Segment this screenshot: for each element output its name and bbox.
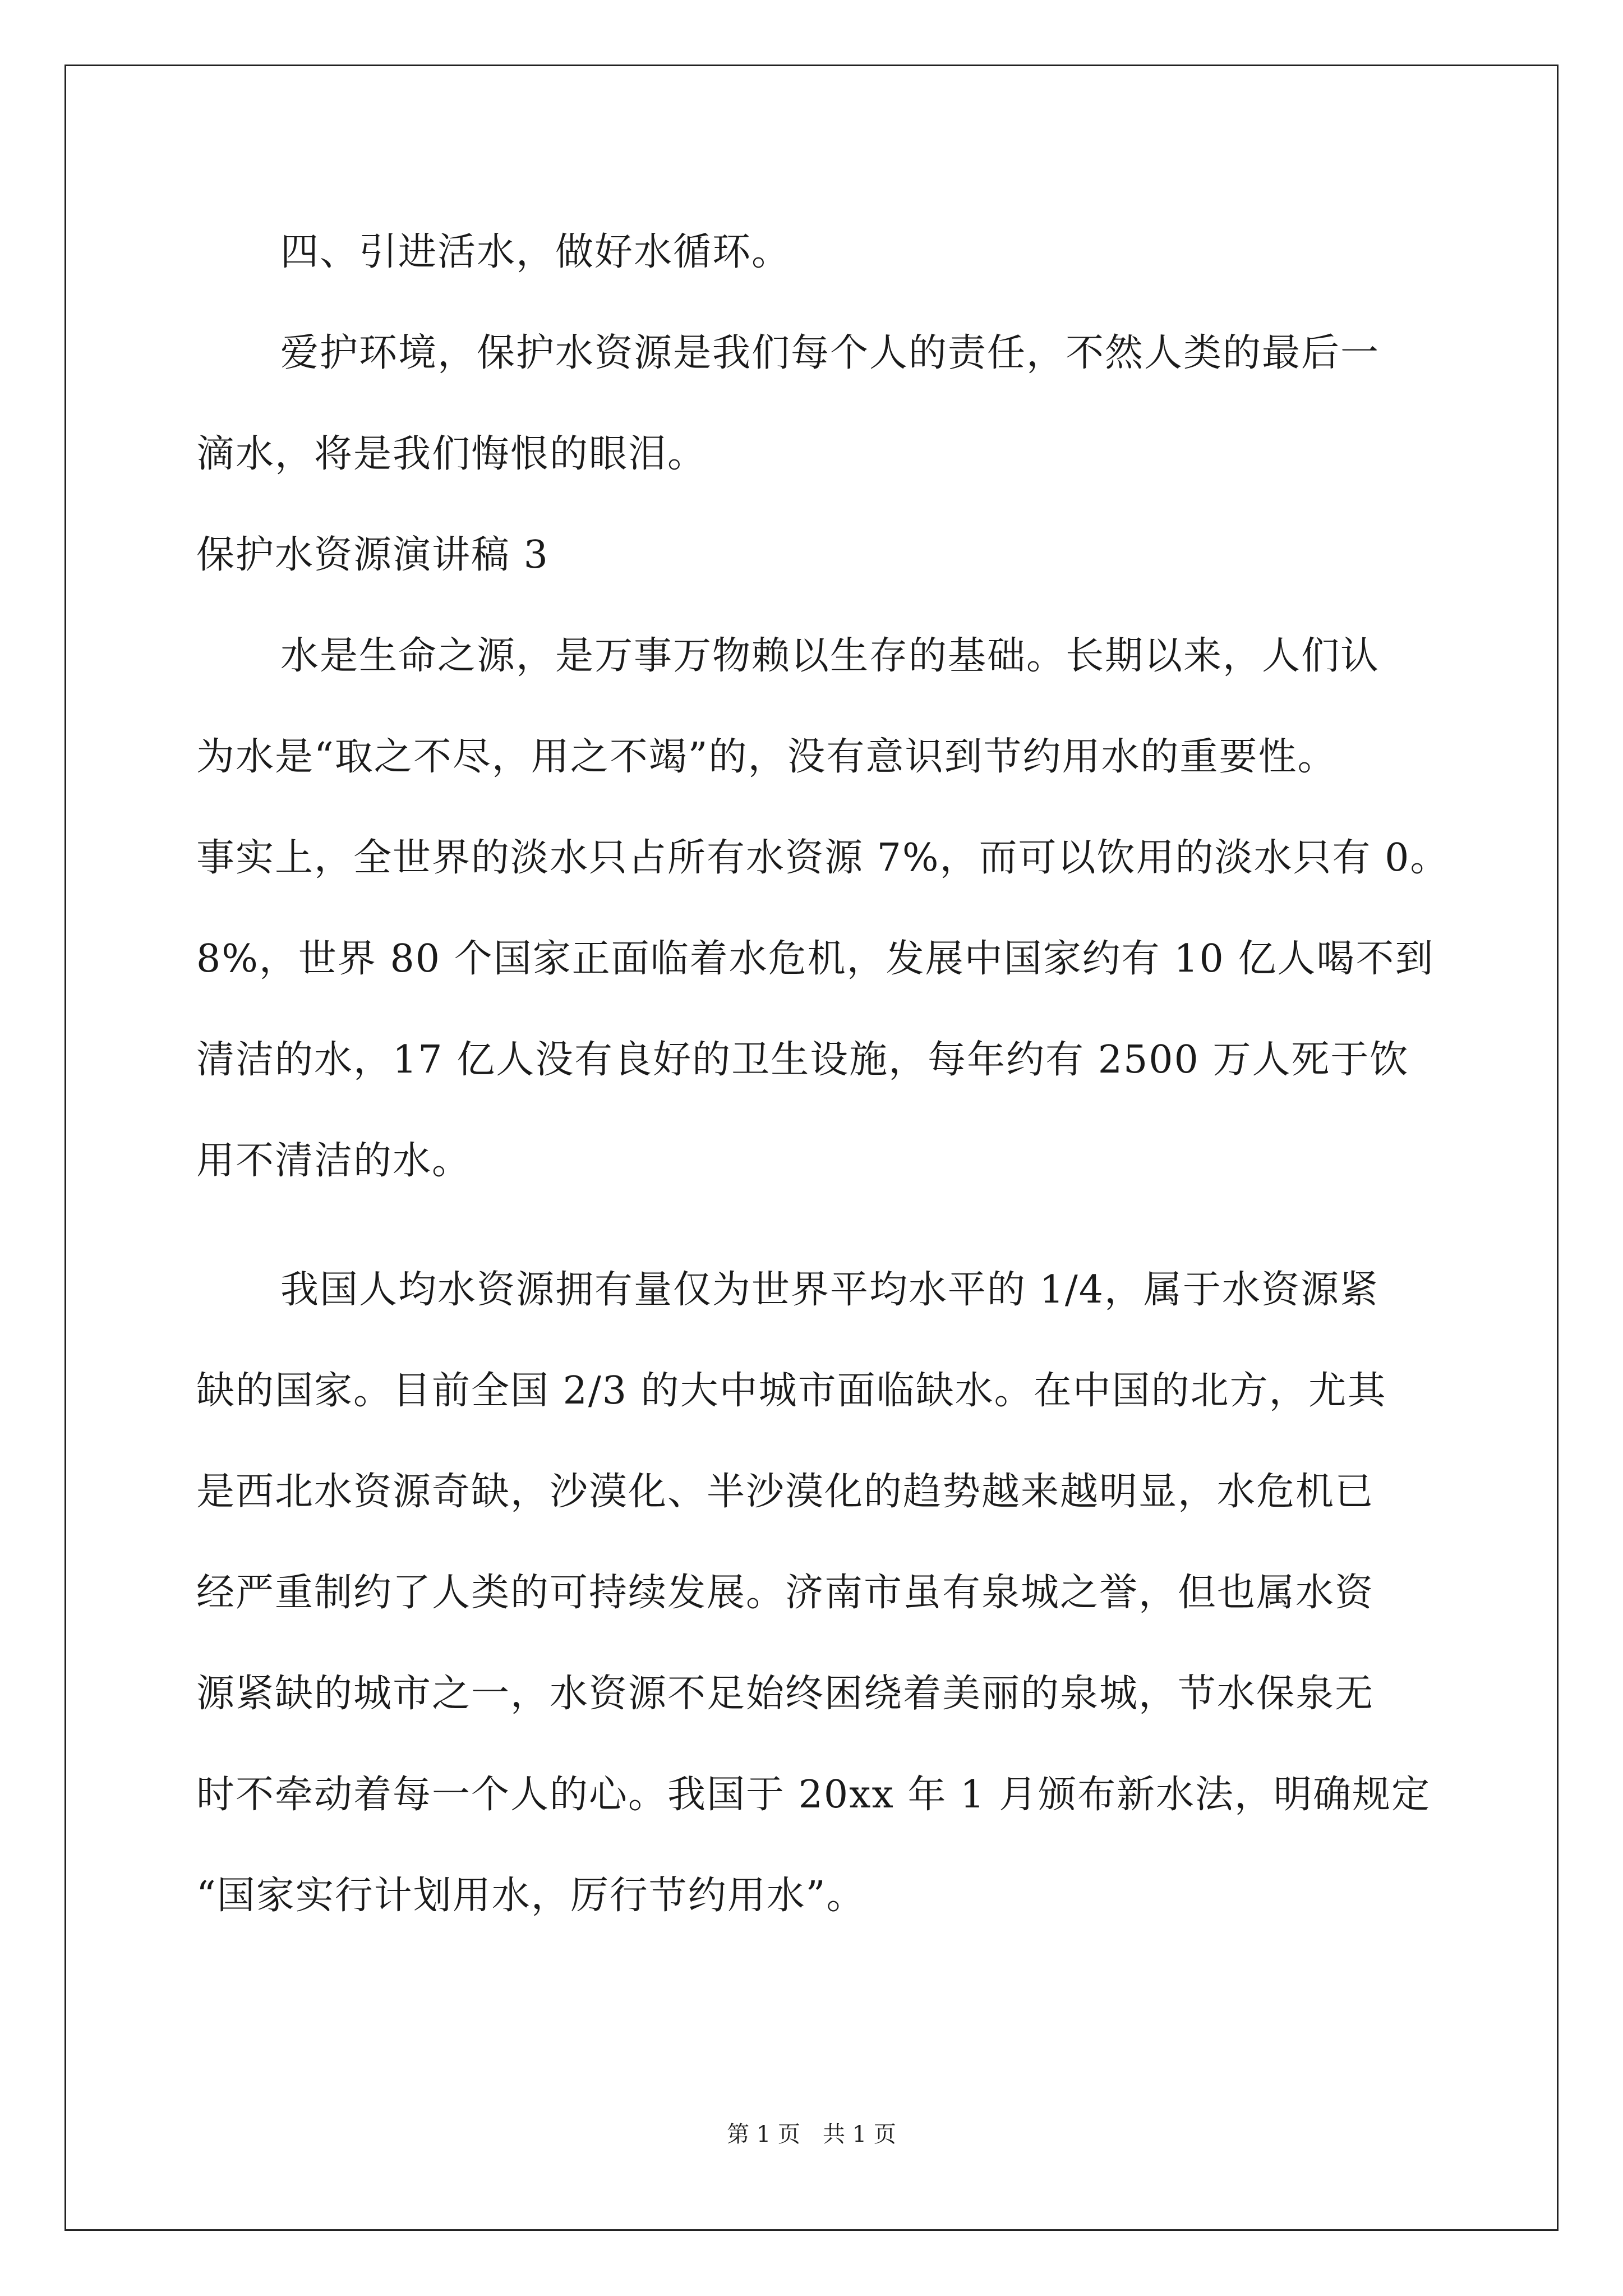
paragraph-line: 滴水，将是我们悔恨的眼泪。 — [196, 432, 707, 476]
paragraph-line: 事实上，全世界的淡水只占所有水资源 7%，而可以饮用的淡水只有 0。 — [196, 836, 1450, 880]
paragraph-line: 清洁的水，17 亿人没有良好的卫生设施，每年约有 2500 万人死于饮 — [196, 1038, 1409, 1082]
paragraph-line: 我国人均水资源拥有量仅为世界平均水平的 1/4，属于水资源紧 — [280, 1268, 1380, 1312]
paragraph-line: 为水是“取之不尽，用之不竭”的，没有意识到节约用水的重要性。 — [196, 735, 1337, 779]
paragraph-line: 是西北水资源奇缺，沙漠化、半沙漠化的趋势越来越明显，水危机已 — [196, 1470, 1375, 1514]
paragraph-line: 四、引进活水，做好水循环。 — [280, 230, 791, 274]
section-heading: 保护水资源演讲稿 3 — [196, 533, 549, 577]
paragraph-line: 8%，世界 80 个国家正面临着水危机，发展中国家约有 10 亿人喝不到 — [196, 937, 1435, 981]
paragraph-line: 用不清洁的水。 — [196, 1139, 472, 1183]
paragraph-line: 源紧缺的城市之一，水资源不足始终困绕着美丽的泉城，节水保泉无 — [196, 1672, 1375, 1716]
paragraph-line: “国家实行计划用水，厉行节约用水”。 — [196, 1874, 866, 1918]
paragraph-line: 经严重制约了人类的可持续发展。济南市虽有泉城之誉，但也属水资 — [196, 1571, 1375, 1615]
paragraph-line: 缺的国家。目前全国 2/3 的大中城市面临缺水。在中国的北方，尤其 — [196, 1369, 1387, 1413]
paragraph-line: 时不牵动着每一个人的心。我国于 20xx 年 1 月颁布新水法，明确规定 — [196, 1773, 1431, 1817]
paragraph-line: 爱护环境，保护水资源是我们每个人的责任，不然人类的最后一 — [280, 331, 1380, 375]
paragraph-line: 水是生命之源，是万事万物赖以生存的基础。长期以来，人们认 — [280, 634, 1380, 678]
page-footer: 第 1 页 共 1 页 — [727, 2122, 896, 2147]
